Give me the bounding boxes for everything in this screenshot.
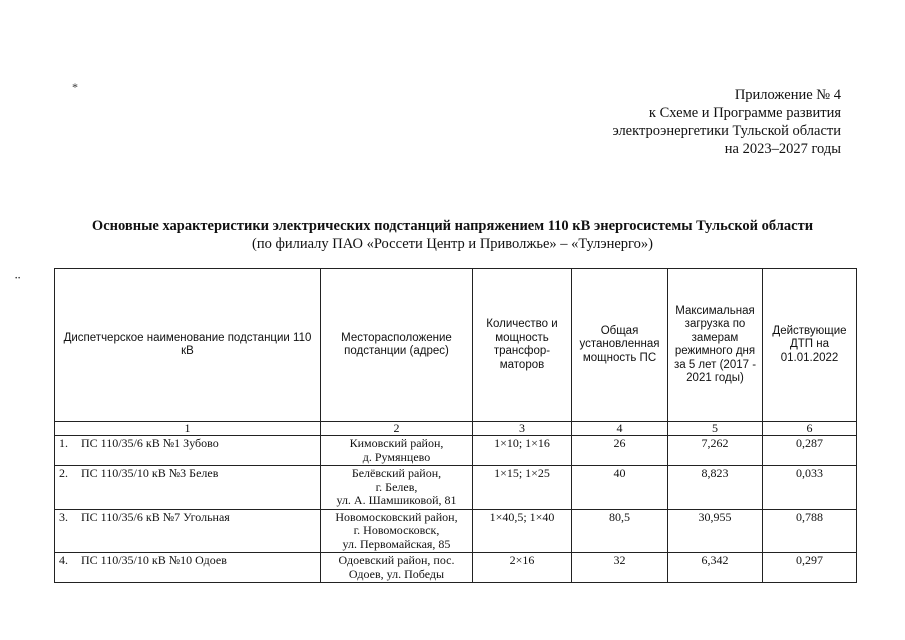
table-row <box>55 466 857 510</box>
total-capacity-cell: 80,5 <box>572 509 668 553</box>
appendix-header <box>612 86 841 158</box>
max-load-cell: 30,955 <box>668 509 763 553</box>
row-number: 4. <box>59 553 68 567</box>
header-transformers: Количество и мощность трансфор-маторов <box>473 269 572 422</box>
max-load-cell: 7,262 <box>668 436 763 466</box>
substation-location: Кимовский район, д. Румянцево <box>321 436 473 466</box>
substation-location: Белёвский район, г. Белев, ул. А. Шамшиковой, 81 <box>321 466 473 510</box>
column-number: 1 <box>55 422 321 436</box>
substation-name: ПС 110/35/10 кВ №10 Одоев <box>81 553 227 567</box>
substation-name: ПС 110/35/6 кВ №1 Зубово <box>81 436 219 450</box>
appendix-line-4: на 2023–2027 годы <box>724 141 841 157</box>
substation-name-cell <box>55 509 321 553</box>
table-row <box>55 436 857 466</box>
dtp-cell: 0,788 <box>763 509 857 553</box>
stray-mark: * <box>72 80 78 94</box>
column-number-row <box>55 422 857 436</box>
row-number: 1. <box>59 436 68 450</box>
scan-speck: ⠒ <box>14 274 22 285</box>
substation-name-cell <box>55 466 321 510</box>
column-number: 4 <box>572 422 668 436</box>
dtp-cell: 0,033 <box>763 466 857 510</box>
header-max-load: Максимальная загрузка по замерам режимного дня за 5 лет (2017 - 2021 годы) <box>668 269 763 422</box>
header-location: Месторасположение подстанции (адрес) <box>321 269 473 422</box>
appendix-line-3: электроэнергетики Тульской области <box>612 123 841 139</box>
dtp-cell: 0,287 <box>763 436 857 466</box>
total-capacity-cell: 26 <box>572 436 668 466</box>
table-header-row <box>55 269 857 422</box>
column-number: 3 <box>473 422 572 436</box>
column-number: 6 <box>763 422 857 436</box>
max-load-cell: 8,823 <box>668 466 763 510</box>
column-number: 5 <box>668 422 763 436</box>
substation-name-cell <box>55 436 321 466</box>
row-number: 2. <box>59 466 68 480</box>
substation-name-cell <box>55 553 321 583</box>
row-number: 3. <box>59 509 68 524</box>
substation-location: Новомосковский район, г. Новомосковск, ул. Первомайская, 85 <box>321 509 473 553</box>
header-total-capacity: Общая установленная мощность ПС <box>572 269 668 422</box>
total-capacity-cell: 40 <box>572 466 668 510</box>
document-title: Основные характеристики электрических подстанций напряжением 110 кВ энергосистемы Тульской области <box>91 218 814 234</box>
substation-name: ПС 110/35/6 кВ №7 Угольная <box>81 509 230 524</box>
transformers-cell: 1×15; 1×25 <box>473 466 572 510</box>
column-number: 2 <box>321 422 473 436</box>
header-name: Диспетчерское наименование подстанции 110 кВ <box>55 269 321 422</box>
transformers-cell: 1×40,5; 1×40 <box>473 509 572 553</box>
appendix-line-1: Приложение № 4 <box>734 87 841 103</box>
table-row <box>55 509 857 553</box>
total-capacity-cell: 32 <box>572 553 668 583</box>
document-subtitle: (по филиалу ПАО «Россети Центр и Приволжье» – «Тулэнерго») <box>252 236 653 252</box>
table-row <box>55 553 857 583</box>
max-load-cell: 6,342 <box>668 553 763 583</box>
header-dtp: Действующие ДТП на 01.01.2022 <box>763 269 857 422</box>
transformers-cell: 1×10; 1×16 <box>473 436 572 466</box>
substation-location: Одоевский район, пос. Одоев, ул. Победы <box>321 553 473 583</box>
appendix-line-2: к Схеме и Программе развития <box>648 105 841 121</box>
dtp-cell: 0,297 <box>763 553 857 583</box>
transformers-cell: 2×16 <box>473 553 572 583</box>
substations-table <box>54 268 857 583</box>
substation-name: ПС 110/35/10 кВ №3 Белев <box>81 466 219 480</box>
